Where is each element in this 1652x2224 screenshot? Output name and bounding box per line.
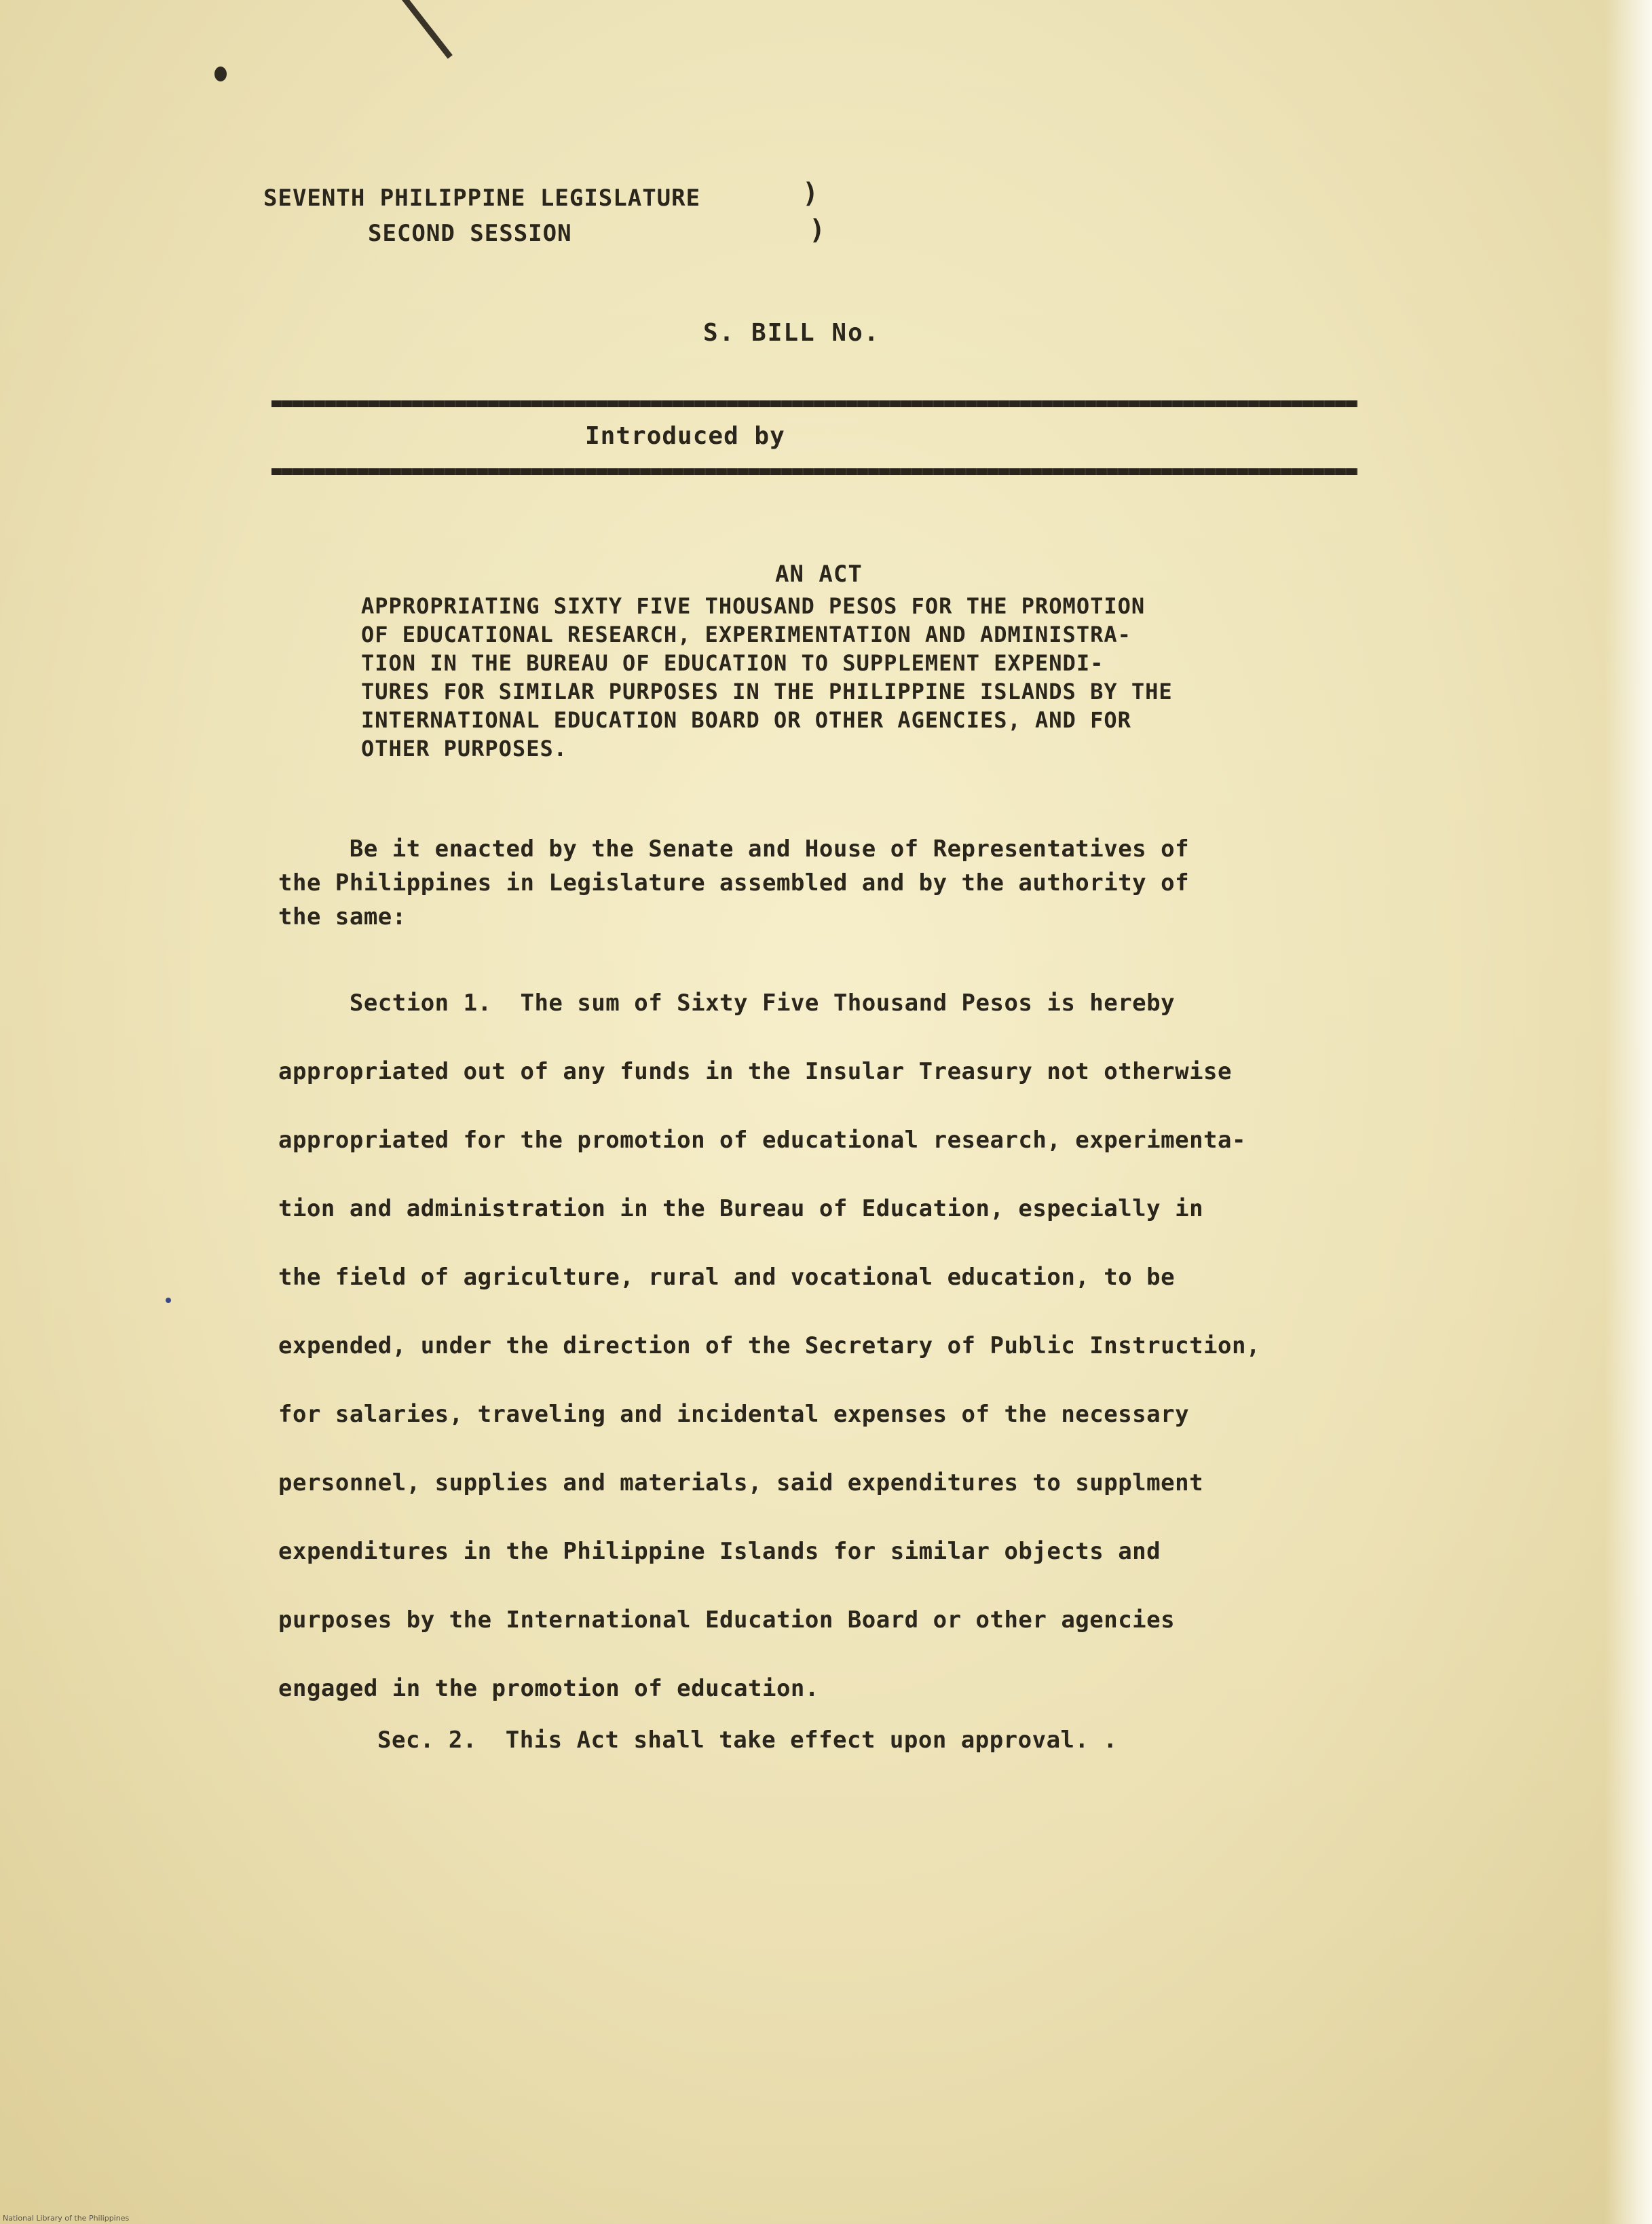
introduced-by: Introduced by bbox=[585, 422, 785, 450]
caption-line: TION IN THE BUREAU OF EDUCATION TO SUPPLEMENT EXPENDI- bbox=[361, 650, 1104, 676]
bill-number: S. BILL No. bbox=[703, 319, 880, 347]
act-caption bbox=[361, 592, 1393, 763]
ink-spot bbox=[166, 1298, 171, 1303]
enacting-line: the same: bbox=[278, 903, 407, 930]
enacting-line: Be it enacted by the Senate and House of Representatives of bbox=[278, 835, 1190, 863]
ink-spot bbox=[214, 67, 227, 81]
bracket: ) bbox=[809, 214, 826, 246]
caption-line: OTHER PURPOSES. bbox=[361, 736, 567, 761]
section-line: the field of agriculture, rural and vocational education, to be bbox=[278, 1264, 1176, 1291]
session-name: SECOND SESSION bbox=[368, 220, 572, 247]
caption-line: OF EDUCATIONAL RESEARCH, EXPERIMENTATION AND ADMINISTRA- bbox=[361, 622, 1131, 647]
enacting-line: the Philippines in Legislature assembled and by the authority of bbox=[278, 869, 1190, 897]
archive-footer: National Library of the Philippines bbox=[3, 2214, 130, 2223]
section-line: engaged in the promotion of education. bbox=[278, 1675, 819, 1702]
section-line: purposes by the International Education Board or other agencies bbox=[278, 1606, 1176, 1634]
section-1 bbox=[278, 969, 1432, 1723]
enacting-clause bbox=[278, 832, 1391, 934]
scan-edge bbox=[1604, 0, 1652, 2224]
divider-rule bbox=[271, 468, 1357, 475]
section-line: appropriated out of any funds in the Insular Treasury not otherwise bbox=[278, 1058, 1232, 1085]
section-line: Section 1. The sum of Sixty Five Thousand Pesos is hereby bbox=[278, 990, 1176, 1017]
caption-line: TURES FOR SIMILAR PURPOSES IN THE PHILIPPINE ISLANDS BY THE bbox=[361, 679, 1173, 704]
bracket: ) bbox=[802, 178, 819, 209]
section-2: Sec. 2. This Act shall take effect upon approval. . bbox=[377, 1727, 1118, 1754]
caption-line: INTERNATIONAL EDUCATION BOARD OR OTHER AGENCIES, AND FOR bbox=[361, 707, 1131, 733]
section-line: expenditures in the Philippine Islands for similar objects and bbox=[278, 1538, 1161, 1565]
section-line: for salaries, traveling and incidental expenses of the necessary bbox=[278, 1401, 1190, 1428]
section-line: appropriated for the promotion of educational research, experimenta- bbox=[278, 1127, 1246, 1154]
caption-line: APPROPRIATING SIXTY FIVE THOUSAND PESOS FOR THE PROMOTION bbox=[361, 593, 1146, 619]
section-line: tion and administration in the Bureau of Education, especially in bbox=[278, 1195, 1204, 1222]
divider-rule bbox=[271, 400, 1357, 407]
section-line: expended, under the direction of the Secretary of Public Instruction, bbox=[278, 1332, 1260, 1359]
legislature-header bbox=[263, 181, 700, 251]
section-line: personnel, supplies and materials, said expenditures to supplment bbox=[278, 1469, 1204, 1496]
act-title: AN ACT bbox=[775, 561, 863, 588]
legislature-name: SEVENTH PHILIPPINE LEGISLATURE bbox=[263, 185, 701, 212]
